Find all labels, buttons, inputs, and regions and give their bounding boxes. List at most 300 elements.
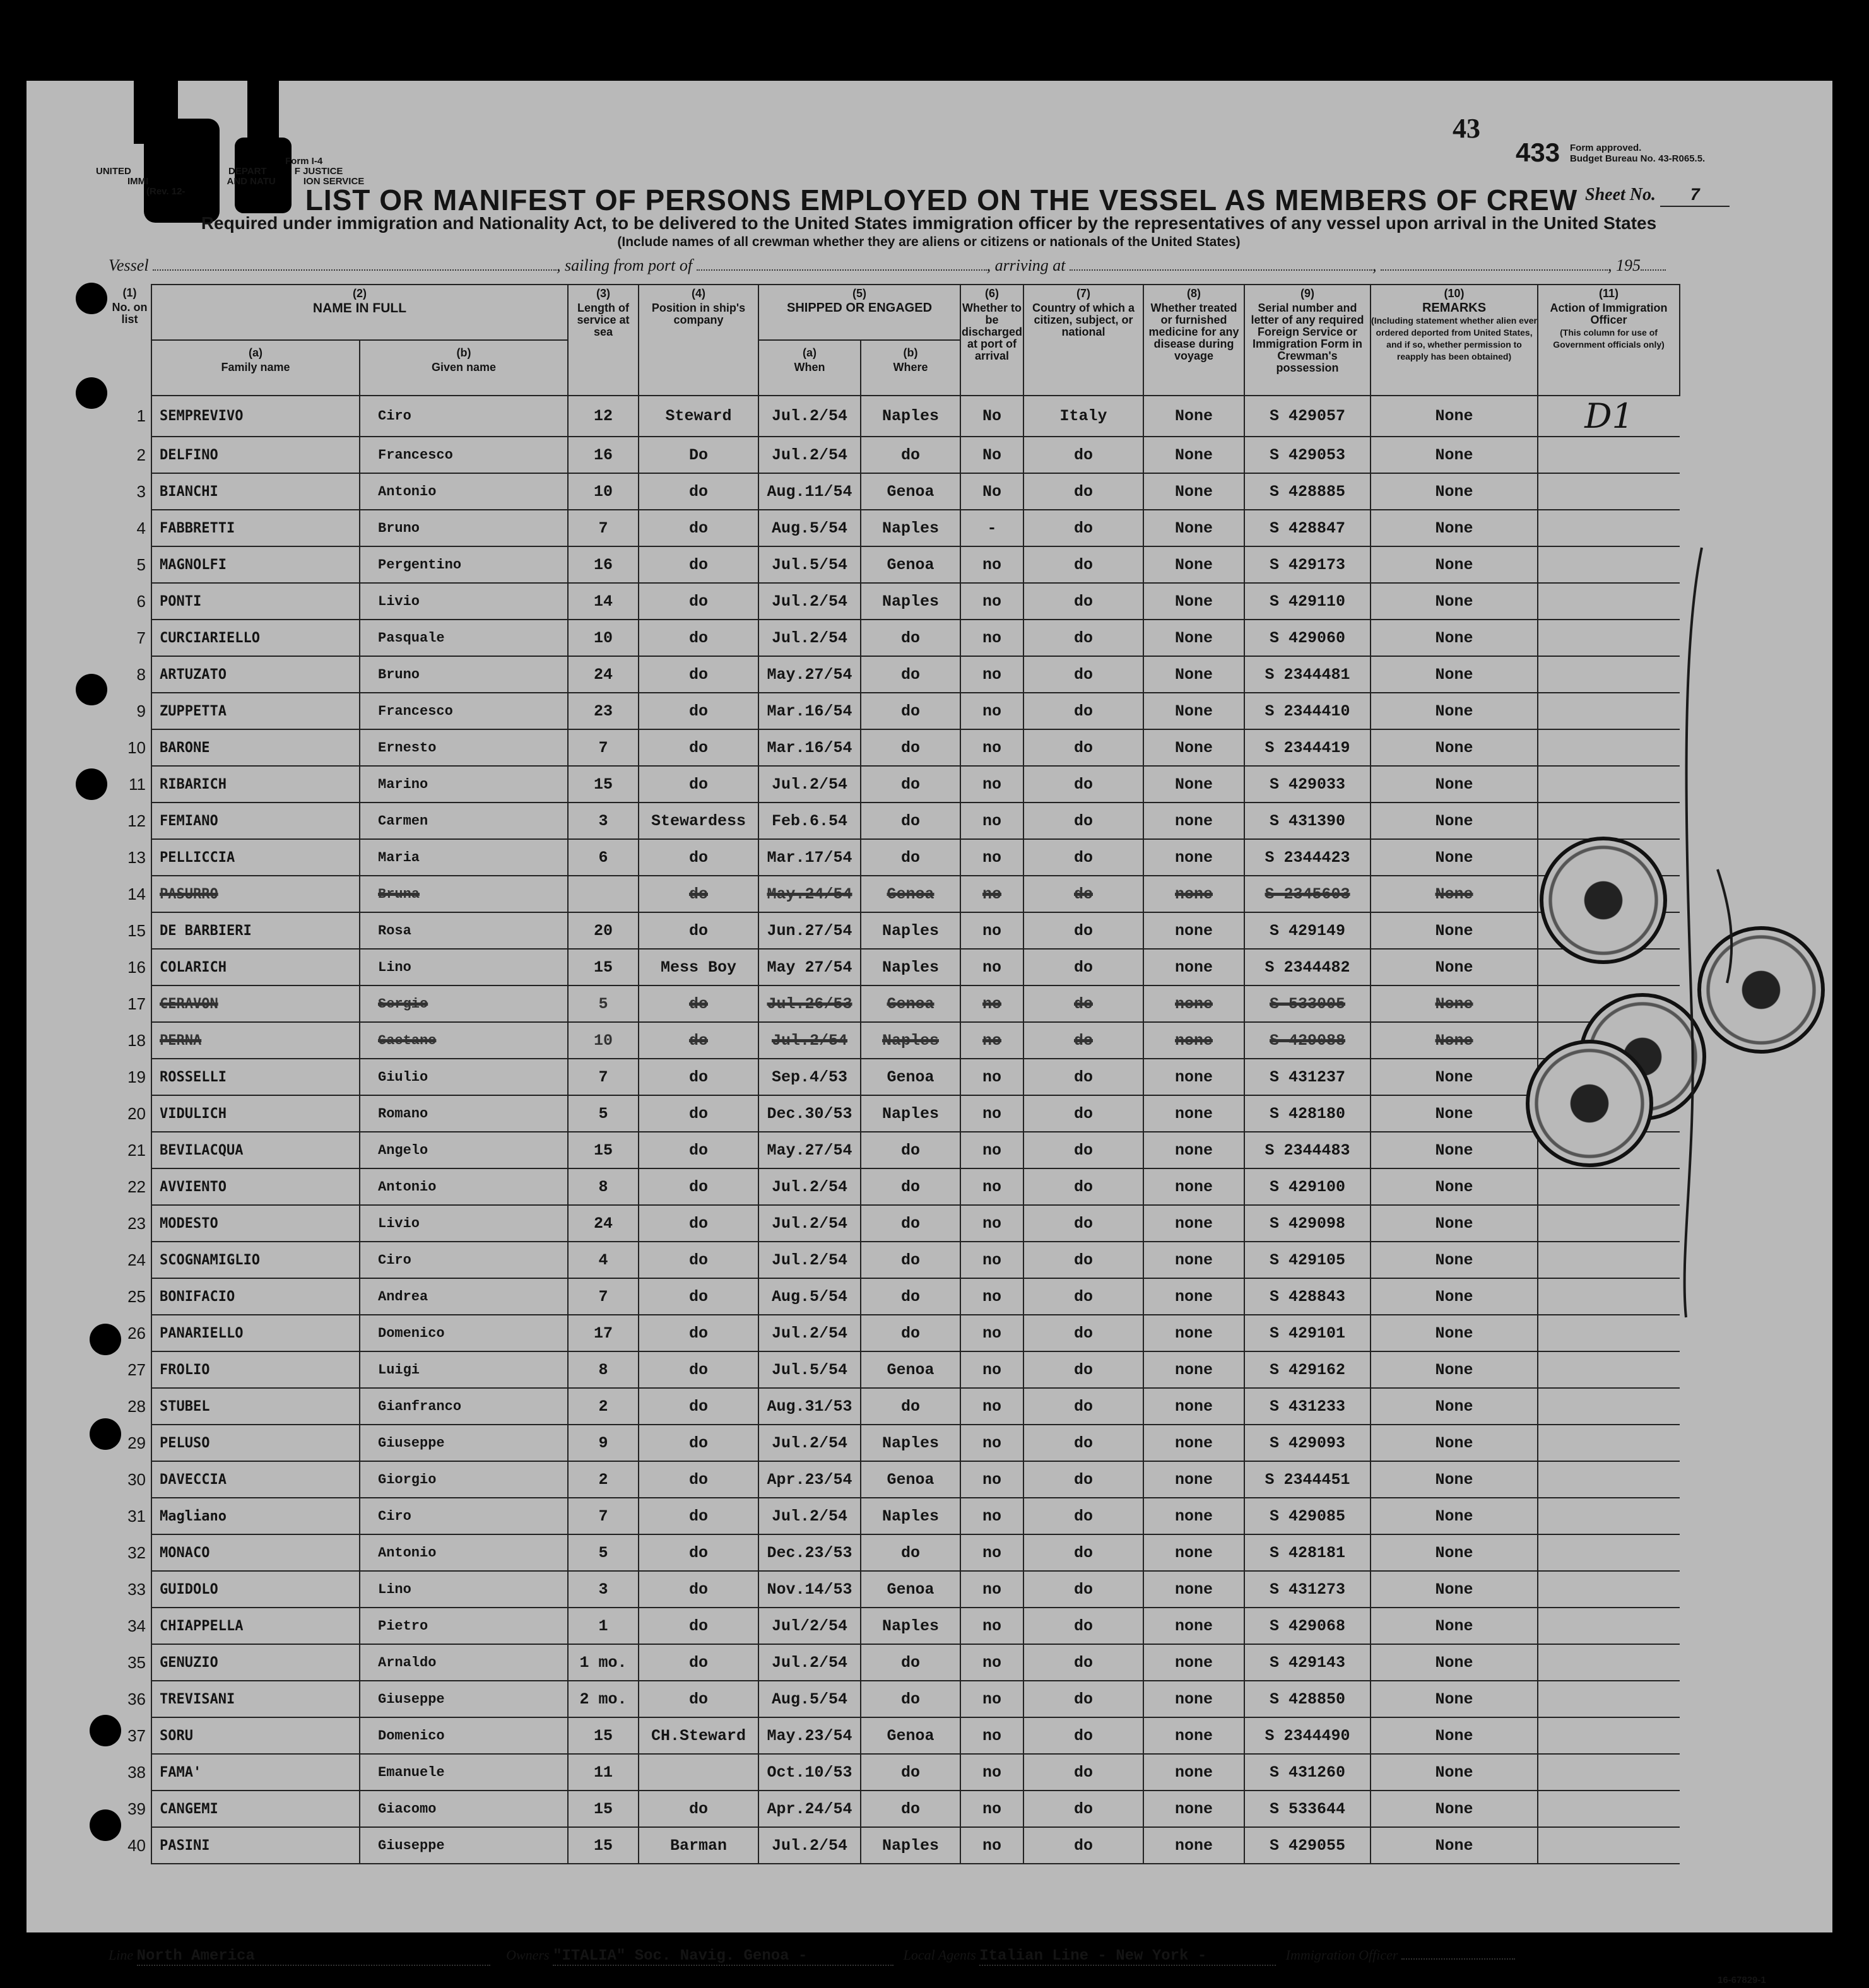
serial-number-cell: S 533644 <box>1244 1791 1371 1827</box>
remarks-cell: None <box>1371 1534 1538 1571</box>
medicine-cell: none <box>1143 985 1244 1022</box>
column-label: Action of Immigration Officer <box>1550 302 1668 326</box>
length-of-service-cell: 15 <box>568 1132 639 1168</box>
engaged-date-cell: Aug.31/53 <box>758 1388 861 1425</box>
discharged-cell: no <box>960 1608 1023 1644</box>
country-cell: do <box>1023 656 1143 693</box>
engaged-date-cell: May.23/54 <box>758 1717 861 1754</box>
serial-number-cell: S 428181 <box>1244 1534 1371 1571</box>
engaged-place-cell: do <box>861 1168 960 1205</box>
position-cell: do <box>639 1644 758 1681</box>
length-of-service-cell: 4 <box>568 1242 639 1278</box>
column-note: (Including statement whether alien ever ordered deported from United States, and if so, whether permission to reapply has been obtained) <box>1371 315 1537 362</box>
page-number-handwritten: 43 <box>1453 113 1480 144</box>
position-cell: do <box>639 1132 758 1168</box>
family-name-cell: FEMIANO <box>151 803 360 839</box>
engaged-place-cell: do <box>861 1791 960 1827</box>
engaged-place-cell: Naples <box>861 1498 960 1534</box>
country-cell: do <box>1023 1351 1143 1388</box>
officer-action-cell <box>1538 1571 1680 1608</box>
given-name-cell: Domenico <box>360 1717 568 1754</box>
country-cell: do <box>1023 620 1143 656</box>
row-number: 15 <box>127 920 146 940</box>
discharged-cell: no <box>960 1059 1023 1095</box>
position-cell: Do <box>639 437 758 473</box>
column-number: (b) <box>456 346 471 359</box>
serial-number-cell: S 429055 <box>1244 1827 1371 1864</box>
engaged-place-cell: do <box>861 656 960 693</box>
engaged-date-cell: Aug.5/54 <box>758 1278 861 1315</box>
engaged-place-cell: Naples <box>861 1827 960 1864</box>
remarks-cell: None <box>1371 1461 1538 1498</box>
family-name-cell: BEVILACQUA <box>151 1132 360 1168</box>
family-name-cell: SCOGNAMIGLIO <box>151 1242 360 1278</box>
position-cell <box>639 1754 758 1791</box>
discharged-cell: - <box>960 510 1023 546</box>
crew-row <box>109 1315 1680 1351</box>
engaged-place-cell: Naples <box>861 912 960 949</box>
given-name-cell: Gaetano <box>360 1022 568 1059</box>
column-label: Length of service at sea <box>577 302 630 338</box>
medicine-cell: none <box>1143 1022 1244 1059</box>
engaged-date-cell: May.24/54 <box>758 876 861 912</box>
engaged-date-cell: Jun.27/54 <box>758 912 861 949</box>
engaged-date-cell: Dec.30/53 <box>758 1095 861 1132</box>
remarks-cell: None <box>1371 510 1538 546</box>
position-cell: do <box>639 1315 758 1351</box>
remarks-cell: None <box>1371 437 1538 473</box>
medicine-cell: none <box>1143 1608 1244 1644</box>
row-number: 12 <box>127 811 146 830</box>
country-cell: do <box>1023 693 1143 729</box>
agency-text: F JUSTICE <box>294 166 343 177</box>
crew-row <box>109 1608 1680 1644</box>
column-number: (1) <box>122 286 137 299</box>
position-cell: do <box>639 693 758 729</box>
discharged-cell: no <box>960 1498 1023 1534</box>
discharged-cell: no <box>960 1278 1023 1315</box>
column-header-remarks <box>1371 285 1538 396</box>
engaged-date-cell: Jul.2/54 <box>758 1315 861 1351</box>
serial-number-cell: S 429173 <box>1244 546 1371 583</box>
engaged-date-cell: May.27/54 <box>758 656 861 693</box>
row-number: 26 <box>127 1323 146 1343</box>
row-number: 28 <box>127 1396 146 1416</box>
remarks-cell: None <box>1371 1315 1538 1351</box>
row-number: 25 <box>127 1286 146 1306</box>
remarks-cell: None <box>1371 803 1538 839</box>
engaged-date-cell: Nov.14/53 <box>758 1571 861 1608</box>
position-cell: do <box>639 1608 758 1644</box>
officer-action-cell <box>1538 1351 1680 1388</box>
position-cell: Barman <box>639 1827 758 1864</box>
serial-number-cell: S 428843 <box>1244 1278 1371 1315</box>
length-of-service-cell: 7 <box>568 1278 639 1315</box>
medicine-cell: None <box>1143 510 1244 546</box>
remarks-cell: None <box>1371 620 1538 656</box>
engaged-date-cell: Jul.2/54 <box>758 1827 861 1864</box>
remarks-cell: None <box>1371 1022 1538 1059</box>
family-name-cell: CERAVON <box>151 985 360 1022</box>
position-cell: do <box>639 1168 758 1205</box>
arrival-date-field[interactable] <box>1381 257 1608 271</box>
length-of-service-cell: 5 <box>568 1095 639 1132</box>
remarks-cell: None <box>1371 1132 1538 1168</box>
given-name-cell: Carmen <box>360 803 568 839</box>
discharged-cell: no <box>960 1425 1023 1461</box>
country-cell: do <box>1023 1608 1143 1644</box>
remarks-cell: None <box>1371 1351 1538 1388</box>
crew-row <box>109 1022 1680 1059</box>
sailing-port-field[interactable] <box>697 257 987 271</box>
arriving-port-field[interactable] <box>1070 257 1372 271</box>
position-cell: do <box>639 473 758 510</box>
crew-row <box>109 729 1680 766</box>
length-of-service-cell: 9 <box>568 1425 639 1461</box>
engaged-place-cell: Genoa <box>861 1717 960 1754</box>
family-name-cell: FABBRETTI <box>151 510 360 546</box>
engaged-date-cell: Jul.2/54 <box>758 1022 861 1059</box>
serial-number-cell: S 429100 <box>1244 1168 1371 1205</box>
discharged-cell: no <box>960 1095 1023 1132</box>
engaged-date-cell: Jul.2/54 <box>758 583 861 620</box>
column-header-name <box>151 285 568 340</box>
year-field[interactable] <box>1641 257 1666 271</box>
discharged-cell: no <box>960 912 1023 949</box>
length-of-service-cell: 8 <box>568 1351 639 1388</box>
length-of-service-cell: 15 <box>568 949 639 985</box>
crew-row <box>109 1205 1680 1242</box>
crew-row <box>109 803 1680 839</box>
position-cell: do <box>639 839 758 876</box>
column-label: SHIPPED OR ENGAGED <box>786 301 933 315</box>
country-cell: Italy <box>1023 396 1143 437</box>
discharged-cell: no <box>960 620 1023 656</box>
length-of-service-cell: 24 <box>568 656 639 693</box>
family-name-cell: CANGEMI <box>151 1791 360 1827</box>
engaged-date-cell: Jul.2/54 <box>758 437 861 473</box>
line-value: North America <box>137 1948 490 1966</box>
discharged-cell: no <box>960 1681 1023 1717</box>
position-cell: do <box>639 620 758 656</box>
country-cell: do <box>1023 1827 1143 1864</box>
crew-row <box>109 693 1680 729</box>
sheet-number-value: 7 <box>1660 186 1730 207</box>
column-header-discharged <box>960 285 1023 396</box>
remarks-cell: None <box>1371 766 1538 803</box>
row-number: 38 <box>127 1762 146 1782</box>
country-cell: do <box>1023 949 1143 985</box>
serial-number-cell: S 2344490 <box>1244 1717 1371 1754</box>
engaged-date-cell: Mar.16/54 <box>758 729 861 766</box>
medicine-cell: none <box>1143 1425 1244 1461</box>
serial-number-cell: S 429088 <box>1244 1022 1371 1059</box>
engaged-date-cell: Aug.5/54 <box>758 1681 861 1717</box>
position-cell: do <box>639 985 758 1022</box>
owners-label: Owners <box>506 1947 550 1963</box>
column-number: (7) <box>1076 287 1091 300</box>
engaged-date-cell: Jul.2/54 <box>758 1498 861 1534</box>
column-header-number <box>109 285 151 396</box>
row-number: 13 <box>127 847 146 867</box>
serial-number-cell: S 2344451 <box>1244 1461 1371 1498</box>
discharged-cell: no <box>960 729 1023 766</box>
sailing-label: , sailing from port of <box>557 256 693 274</box>
discharged-cell: no <box>960 766 1023 803</box>
approval-line: Budget Bureau No. 43-R065.5. <box>1570 153 1706 164</box>
serial-number-cell: S 533005 <box>1244 985 1371 1022</box>
discharged-cell: no <box>960 949 1023 985</box>
serial-number-cell: S 429105 <box>1244 1242 1371 1278</box>
crew-row <box>109 583 1680 620</box>
engaged-date-cell: Aug.5/54 <box>758 510 861 546</box>
discharged-cell: no <box>960 1205 1023 1242</box>
officer-action-cell <box>1538 1754 1680 1791</box>
position-cell: Stewardess <box>639 803 758 839</box>
length-of-service-cell: 5 <box>568 985 639 1022</box>
column-label: REMARKS <box>1422 301 1487 315</box>
approval-note <box>1570 143 1705 164</box>
country-cell: do <box>1023 1791 1143 1827</box>
discharged-cell: no <box>960 693 1023 729</box>
column-label: Family name <box>221 361 290 373</box>
country-cell: do <box>1023 1681 1143 1717</box>
serial-number-cell: S 429098 <box>1244 1205 1371 1242</box>
serial-number-cell: S 428850 <box>1244 1681 1371 1717</box>
medicine-cell: none <box>1143 1754 1244 1791</box>
given-name-cell: Giuseppe <box>360 1425 568 1461</box>
length-of-service-cell: 7 <box>568 1059 639 1095</box>
column-label: NAME IN FULL <box>312 301 407 315</box>
serial-number-cell: S 431233 <box>1244 1388 1371 1425</box>
row-number: 14 <box>127 884 146 903</box>
vessel-field[interactable] <box>153 257 557 271</box>
medicine-cell: none <box>1143 1278 1244 1315</box>
medicine-cell: None <box>1143 546 1244 583</box>
officer-action-cell <box>1538 1681 1680 1717</box>
position-cell: do <box>639 1498 758 1534</box>
crew-row <box>109 1644 1680 1681</box>
medicine-cell: none <box>1143 1095 1244 1132</box>
serial-number-cell: S 429033 <box>1244 766 1371 803</box>
row-number: 5 <box>136 555 146 574</box>
engaged-date-cell: Jul.2/54 <box>758 620 861 656</box>
given-name-cell: Giacomo <box>360 1791 568 1827</box>
remarks-cell: None <box>1371 1498 1538 1534</box>
length-of-service-cell: 15 <box>568 1717 639 1754</box>
remarks-cell: None <box>1371 1827 1538 1864</box>
column-number: (11) <box>1599 287 1619 300</box>
engaged-place-cell: Genoa <box>861 1571 960 1608</box>
family-name-cell: MODESTO <box>151 1205 360 1242</box>
medicine-cell: none <box>1143 1644 1244 1681</box>
given-name-cell: Sergio <box>360 985 568 1022</box>
row-number: 6 <box>136 591 146 611</box>
family-name-cell: PELLICCIA <box>151 839 360 876</box>
given-name-cell: Giulio <box>360 1059 568 1095</box>
serial-number-cell: S 429053 <box>1244 437 1371 473</box>
crew-row <box>109 1278 1680 1315</box>
family-name-cell: DAVECCIA <box>151 1461 360 1498</box>
country-cell: do <box>1023 1534 1143 1571</box>
crew-row <box>109 546 1680 583</box>
row-number: 11 <box>129 774 146 794</box>
officer-action-cell <box>1538 1498 1680 1534</box>
position-cell: do <box>639 510 758 546</box>
medicine-cell: none <box>1143 1498 1244 1534</box>
crew-row <box>109 1132 1680 1168</box>
punch-hole <box>76 283 107 314</box>
country-cell: do <box>1023 1754 1143 1791</box>
remarks-cell: None <box>1371 1754 1538 1791</box>
serial-number-cell: S 429057 <box>1244 396 1371 437</box>
column-label: Position in ship's company <box>651 302 746 326</box>
engaged-date-cell: Jul.2/54 <box>758 1168 861 1205</box>
family-name-cell: CURCIARIELLO <box>151 620 360 656</box>
engaged-date-cell: Jul.5/54 <box>758 1351 861 1388</box>
immigration-officer-label: Immigration Officer <box>1285 1947 1398 1963</box>
position-cell: do <box>639 912 758 949</box>
family-name-cell: MAGNOLFI <box>151 546 360 583</box>
country-cell: do <box>1023 1644 1143 1681</box>
engaged-date-cell: Jul/2/54 <box>758 1608 861 1644</box>
length-of-service-cell: 10 <box>568 473 639 510</box>
crew-row <box>109 839 1680 876</box>
given-name-cell: Bruno <box>360 656 568 693</box>
crew-row <box>109 1571 1680 1608</box>
row-number: 30 <box>127 1469 146 1489</box>
column-header-medicine <box>1143 285 1244 396</box>
column-number: (4) <box>692 287 705 300</box>
country-cell: do <box>1023 766 1143 803</box>
engaged-place-cell: do <box>861 693 960 729</box>
engaged-place-cell: do <box>861 1132 960 1168</box>
length-of-service-cell: 11 <box>568 1754 639 1791</box>
medicine-cell: none <box>1143 1388 1244 1425</box>
engaged-place-cell: do <box>861 766 960 803</box>
discharged-cell: no <box>960 1534 1023 1571</box>
given-name-cell: Antonio <box>360 1168 568 1205</box>
family-name-cell: RIBARICH <box>151 766 360 803</box>
country-cell: do <box>1023 876 1143 912</box>
engaged-place-cell: Naples <box>861 510 960 546</box>
engaged-date-cell: Mar.16/54 <box>758 693 861 729</box>
column-header-family-name <box>151 340 360 396</box>
officer-action-cell <box>1538 1644 1680 1681</box>
country-cell: do <box>1023 1132 1143 1168</box>
row-number: 20 <box>127 1103 146 1123</box>
serial-number-cell: S 428885 <box>1244 473 1371 510</box>
engaged-place-cell: do <box>861 803 960 839</box>
serial-number-cell: S 2344481 <box>1244 656 1371 693</box>
row-number: 21 <box>127 1140 146 1160</box>
remarks-cell: None <box>1371 1205 1538 1242</box>
given-name-cell: Livio <box>360 1205 568 1242</box>
crew-row <box>109 473 1680 510</box>
given-name-cell: Antonio <box>360 473 568 510</box>
length-of-service-cell: 17 <box>568 1315 639 1351</box>
given-name-cell: Marino <box>360 766 568 803</box>
discharged-cell: no <box>960 1717 1023 1754</box>
page-number-stamped: 433 <box>1516 138 1560 167</box>
medicine-cell: None <box>1143 620 1244 656</box>
row-number: 39 <box>127 1799 146 1818</box>
engaged-place-cell: Naples <box>861 949 960 985</box>
row-number: 2 <box>136 445 146 464</box>
family-name-cell: BIANCHI <box>151 473 360 510</box>
family-name-cell: ZUPPETTA <box>151 693 360 729</box>
manifest-sheet <box>27 81 1832 1985</box>
handwritten-bracket-mark <box>1642 466 1800 1324</box>
remarks-cell: None <box>1371 949 1538 985</box>
given-name-cell: Rosa <box>360 912 568 949</box>
given-name-cell: Luigi <box>360 1351 568 1388</box>
family-name-cell: PASINI <box>151 1827 360 1864</box>
row-number: 31 <box>127 1506 146 1526</box>
column-number: (a) <box>803 346 817 359</box>
remarks-cell: None <box>1371 1608 1538 1644</box>
crew-row <box>109 1168 1680 1205</box>
engaged-place-cell: Genoa <box>861 1461 960 1498</box>
engaged-place-cell: Naples <box>861 583 960 620</box>
medicine-cell: none <box>1143 839 1244 876</box>
officer-action-cell <box>1538 1608 1680 1644</box>
position-cell: do <box>639 1022 758 1059</box>
engaged-place-cell: do <box>861 437 960 473</box>
length-of-service-cell: 7 <box>568 729 639 766</box>
row-number: 19 <box>127 1067 146 1086</box>
row-number: 27 <box>127 1360 146 1379</box>
country-cell: do <box>1023 1388 1143 1425</box>
medicine-cell: none <box>1143 1351 1244 1388</box>
immigration-officer-field[interactable] <box>1401 1958 1515 1960</box>
officer-action-cell <box>1538 1388 1680 1425</box>
footer <box>109 1947 1774 1966</box>
column-number: (3) <box>596 287 610 300</box>
engaged-date-cell: Apr.24/54 <box>758 1791 861 1827</box>
row-number: 7 <box>136 628 146 647</box>
given-name-cell: Domenico <box>360 1315 568 1351</box>
crew-row <box>109 1681 1680 1717</box>
country-cell: do <box>1023 1498 1143 1534</box>
subtitle: Required under immigration and Nationality Act, to be delivered to the United States immigration officer by the representatives of any vessel upon arrival in the United States <box>201 213 1657 233</box>
crew-row <box>109 1351 1680 1388</box>
position-cell: do <box>639 1351 758 1388</box>
length-of-service-cell: 2 <box>568 1388 639 1425</box>
serial-number-cell: S 2344410 <box>1244 693 1371 729</box>
engaged-date-cell: Jul.2/54 <box>758 1205 861 1242</box>
crew-row <box>109 949 1680 985</box>
country-cell: do <box>1023 583 1143 620</box>
engaged-date-cell: Apr.23/54 <box>758 1461 861 1498</box>
medicine-cell: None <box>1143 583 1244 620</box>
length-of-service-cell: 3 <box>568 803 639 839</box>
engaged-place-cell: do <box>861 1644 960 1681</box>
country-cell: do <box>1023 729 1143 766</box>
serial-number-cell: S 429143 <box>1244 1644 1371 1681</box>
position-cell: do <box>639 1278 758 1315</box>
serial-number-cell: S 431390 <box>1244 803 1371 839</box>
medicine-cell: None <box>1143 396 1244 437</box>
medicine-cell: none <box>1143 1571 1244 1608</box>
discharged-cell: no <box>960 1351 1023 1388</box>
country-cell: do <box>1023 1242 1143 1278</box>
medicine-cell: none <box>1143 1827 1244 1864</box>
medicine-cell: none <box>1143 1168 1244 1205</box>
discharged-cell: no <box>960 1754 1023 1791</box>
medicine-cell: None <box>1143 656 1244 693</box>
engaged-date-cell: Jul.2/54 <box>758 396 861 437</box>
